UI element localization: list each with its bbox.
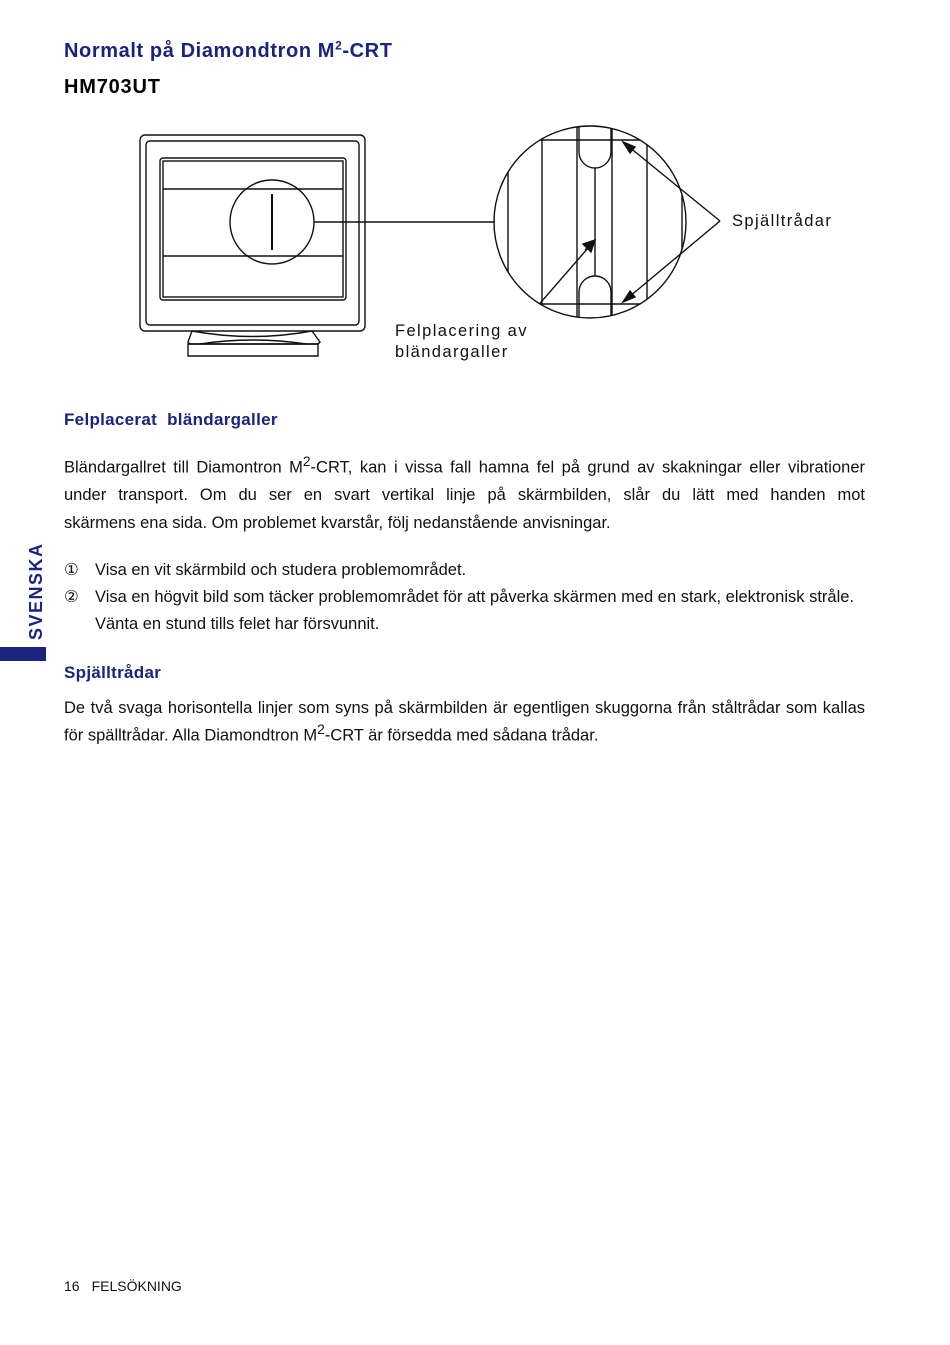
instruction-step [64, 557, 869, 584]
section-heading-grille: Felplacerat bländargaller [64, 410, 278, 429]
section-heading-damper-wires: Spjälltrådar [64, 663, 162, 682]
damper-wires-paragraph: De två svaga horisontella linjer som syns på skärmbilden är egentligen skuggorna från ståltrådar som kallas för spälltrådar. Alla Diamondtron $M^2$-CRT är försedda med sådana trådar. [64, 699, 865, 745]
step-number: ① [64, 561, 79, 579]
page-number: 16 [64, 1278, 80, 1294]
grille-misplacement-label [395, 321, 528, 363]
grille-misplacement-label-line1: Felplacering av [395, 322, 528, 340]
grille-misplacement-label-line2: bländargaller [395, 343, 509, 361]
damper-wires-label: Spjälltrådar [732, 212, 833, 230]
grille-paragraph [64, 448, 865, 537]
footer-section-name: FELSÖKNING [91, 1278, 182, 1294]
language-tab-label: SVENSKA [26, 542, 46, 640]
magnified-view-circle [494, 126, 686, 318]
instruction-steps [64, 557, 869, 638]
crt-diagram [130, 118, 860, 378]
step-text: Visa en vit skärmbild och studera problemområdet. [95, 561, 467, 579]
instruction-step [64, 584, 869, 638]
page-title: Normalt på Diamondtron $M^2$-CRT [64, 38, 393, 62]
monitor-screen [160, 158, 346, 300]
step-number: ② [64, 588, 79, 606]
monitor-stand [188, 331, 320, 344]
grille-paragraph-line1: Bländargallret till Diamontron $M^2$-CRT, kan i vissa fall hamna fel på grund av skakningar eller vibrationer [64, 454, 865, 477]
language-tab-bar [0, 647, 46, 661]
grille-paragraph-line2: under transport. Om du ser en svart vertikal linje på skärmbilden, slår du lätt med handen mot [64, 486, 865, 504]
step-text: Visa en högvit bild som täcker problemområdet för att påverka skärmen med en stark, elektronisk stråle. Vänta en stund tills felet har försvunnit. [95, 588, 855, 633]
model-name: HM703UT [64, 76, 161, 98]
page-footer [64, 1278, 182, 1294]
monitor-bezel [140, 135, 365, 331]
grille-paragraph-line3: skärmens ena sida. Om problemet kvarstår, följ nedanstående anvisningar. [64, 513, 611, 532]
